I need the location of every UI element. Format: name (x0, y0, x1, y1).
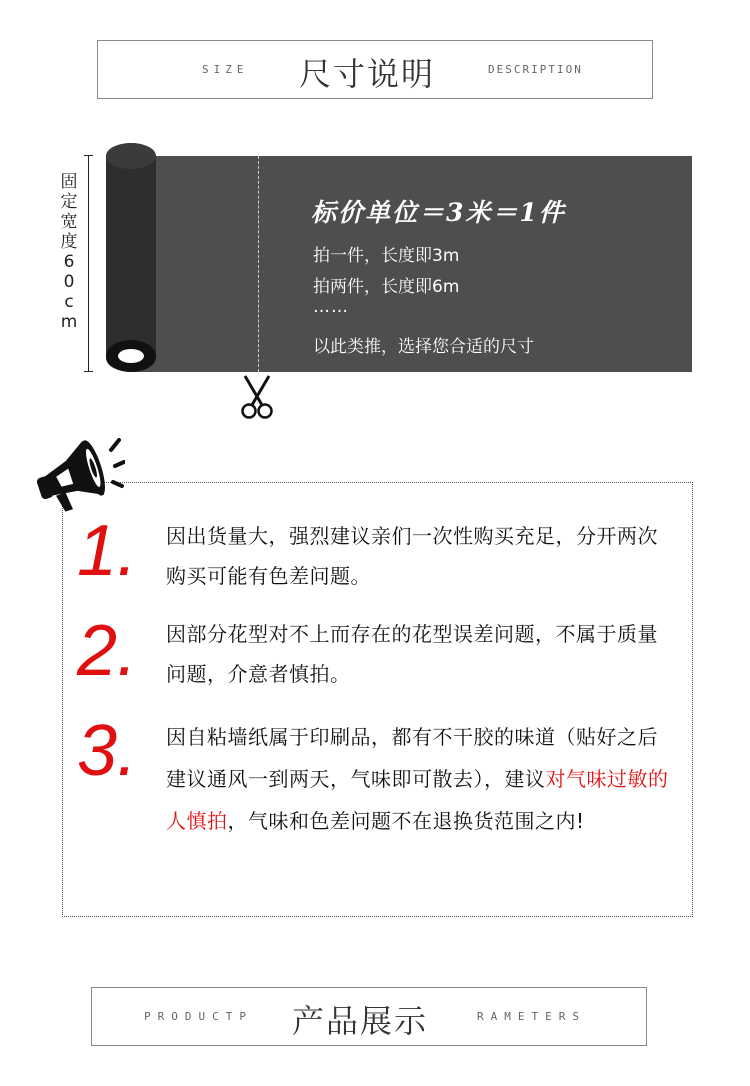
width-char: c (64, 292, 74, 312)
notice-text-3 (166, 716, 676, 842)
notice-warning-highlight: 对气味过敏的人慎拍 (166, 767, 669, 833)
notice-text-3-start: 因自粘墙纸属于印刷品，都有不干胶的味道（贴好之后建议通风一到两天，气味即可散去），建议 (166, 725, 658, 791)
header-left-text: SIZE (202, 63, 249, 76)
header-right-text: RAMETERS (477, 1010, 586, 1023)
notice-number-3: 3. (77, 711, 138, 791)
price-line: 拍两件，长度即6m (313, 277, 460, 297)
wallpaper-roll (106, 143, 156, 372)
width-char: 0 (63, 272, 75, 292)
roll-top (106, 143, 156, 169)
header-left-text: PRODUCTP (144, 1010, 253, 1023)
price-line: 拍一件，长度即3m (313, 246, 460, 266)
product-display-header (91, 987, 647, 1046)
roll-core (118, 349, 144, 363)
notice-number-1: 1. (77, 511, 138, 591)
width-char: 固 (60, 172, 78, 192)
price-line: …… (313, 297, 349, 317)
header-right-text: DESCRIPTION (488, 63, 583, 76)
notice-text-1: 因出货量大，强烈建议亲们一次性购买充足，分开两次购买可能有色差问题。 (166, 524, 658, 588)
notice-text-3-end: ，气味和色差问题不在退换货范围之内! (227, 809, 585, 833)
notice-text-2: 因部分花型对不上而存在的花型误差问题，不属于质量问题，介意者慎拍。 (166, 622, 658, 686)
dimension-line (88, 156, 89, 372)
width-char: m (60, 312, 78, 332)
width-char: 定 (60, 192, 78, 212)
header-title: 产品展示 (292, 1002, 429, 1040)
dimension-cap-bottom (84, 371, 93, 372)
notice-number-2: 2. (77, 611, 138, 691)
cut-line (258, 156, 259, 372)
dimension-cap-top (84, 155, 93, 156)
price-unit-title: 标价单位＝3米＝1件 (311, 198, 566, 227)
width-char: 6 (63, 252, 75, 272)
size-description-header (97, 40, 653, 99)
roll-width-label (58, 172, 80, 332)
width-char: 度 (60, 232, 78, 252)
megaphone-icon (31, 434, 125, 512)
scissors-icon (240, 374, 274, 420)
price-line: 以此类推，选择您合适的尺寸 (313, 337, 534, 357)
width-char: 宽 (60, 212, 78, 232)
header-title: 尺寸说明 (299, 55, 436, 93)
